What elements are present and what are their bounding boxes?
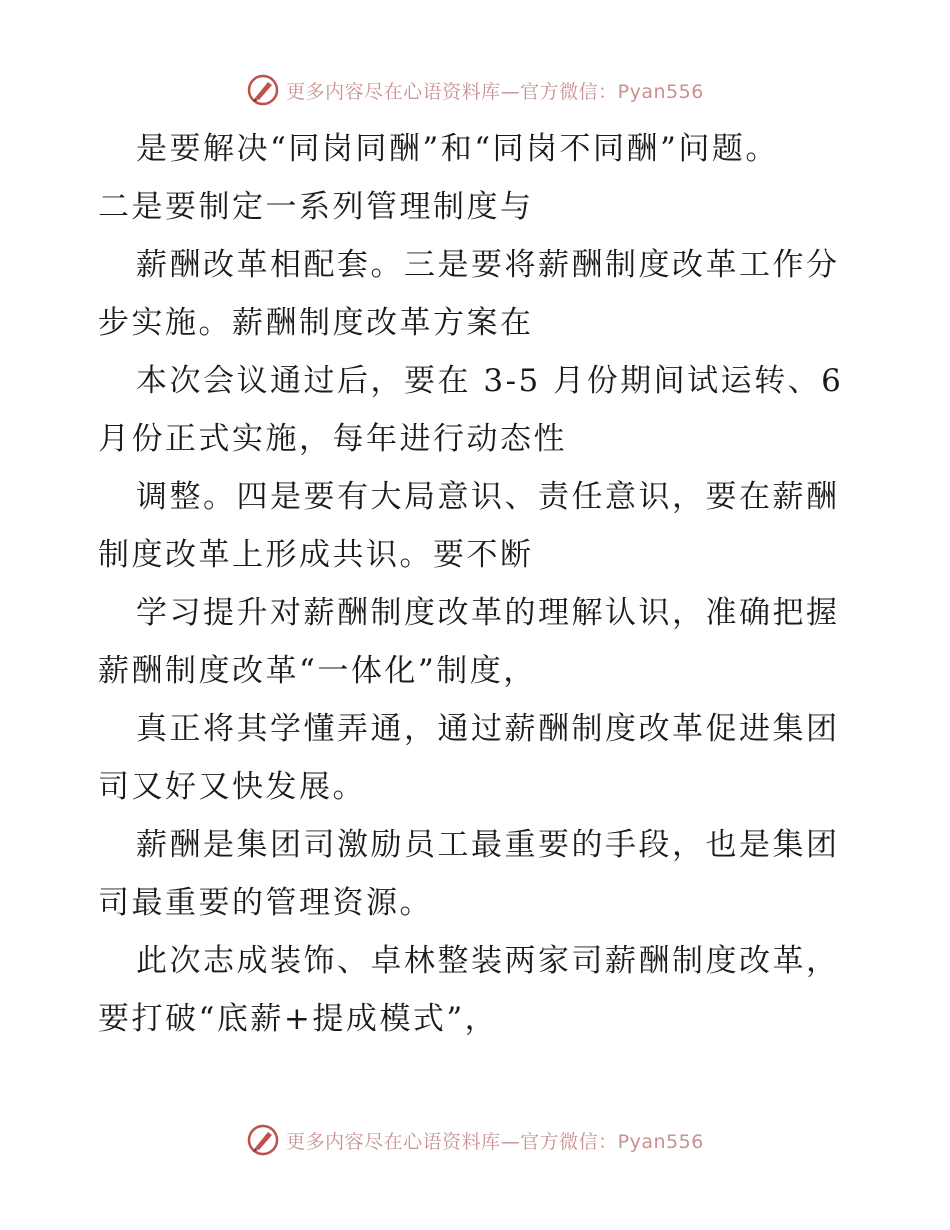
paragraph-line: 司又好又快发展。	[98, 769, 366, 805]
paragraph-line: 薪酬是集团司激励员工最重要的手段，也是集团	[136, 827, 840, 863]
header-watermark	[0, 72, 950, 108]
paragraph-line: 学习提升对薪酬制度改革的理解认识，准确把握	[136, 595, 840, 631]
paragraph-line: 调整。四是要有大局意识、责任意识，要在薪酬	[136, 479, 840, 515]
document-body	[98, 120, 858, 1048]
paragraph-line: 真正将其学懂弄通，通过薪酬制度改革促进集团	[136, 711, 840, 747]
paragraph-line: 薪酬改革相配套。三是要将薪酬制度改革工作分	[136, 247, 840, 283]
paragraph-line: 二是要制定一系列管理制度与	[98, 189, 534, 225]
paragraph	[98, 352, 858, 468]
footer-watermark	[0, 1122, 950, 1158]
paragraph-line: 薪酬制度改革“一体化”制度，	[98, 653, 537, 689]
paragraph	[98, 120, 858, 236]
paragraph	[98, 700, 858, 816]
paragraph	[98, 584, 858, 700]
paragraph-line: 本次会议通过后，要在 3-5 月份期间试运转、6	[136, 363, 844, 399]
paragraph-line: 步实施。薪酬制度改革方案在	[98, 305, 534, 341]
watermark-text: 更多内容尽在心语资料库—官方微信：Pyan556	[286, 80, 704, 103]
paragraph-line: 此次志成装饰、卓林整装两家司薪酬制度改革，	[136, 943, 840, 979]
paragraph	[98, 468, 858, 584]
pen-logo-icon	[246, 1123, 280, 1157]
paragraph	[98, 236, 858, 352]
paragraph	[98, 932, 858, 1048]
paragraph-line: 月份正式实施，每年进行动态性	[98, 421, 567, 457]
watermark-text: 更多内容尽在心语资料库—官方微信：Pyan556	[286, 1130, 704, 1153]
paragraph	[98, 816, 858, 932]
paragraph-line: 是要解决“同岗同酬”和“同岗不同酬”问题。	[136, 131, 779, 167]
pen-logo-icon	[246, 73, 280, 107]
paragraph-line: 要打破“底薪+提成模式”，	[98, 1001, 499, 1037]
paragraph-line: 司最重要的管理资源。	[98, 885, 433, 921]
paragraph-line: 制度改革上形成共识。要不断	[98, 537, 534, 573]
